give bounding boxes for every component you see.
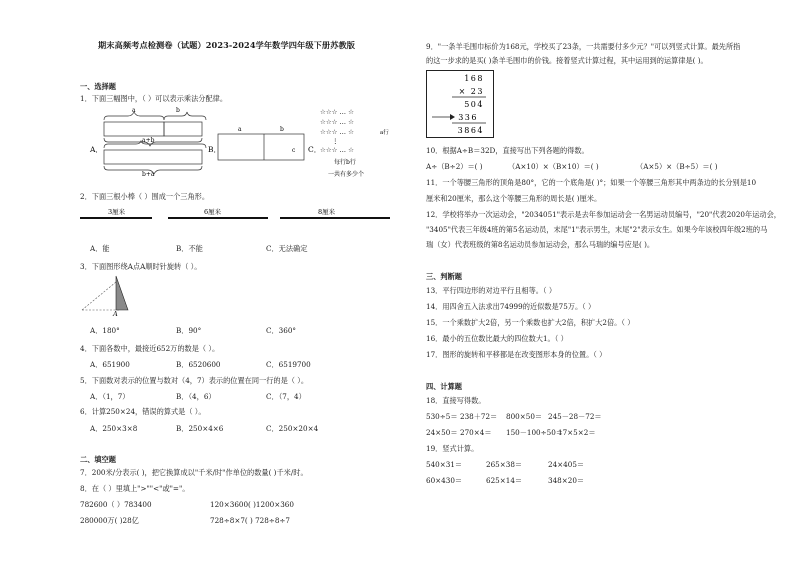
svg-text:一共有多少个: 一共有多少个 (328, 171, 365, 178)
q4-option-c: C．6519700 (266, 360, 311, 369)
svg-text:☆☆☆ … ☆: ☆☆☆ … ☆ (320, 108, 354, 116)
svg-text:a行: a行 (380, 130, 389, 136)
svg-text:每行b行: 每行b行 (334, 159, 356, 166)
question-11-line-2: 厘米和20厘米，那么这个等腰三角形的周长是( )厘米。 (426, 194, 602, 203)
question-1: 1．下面三幅图中，（ ）可以表示乘法分配律。 (80, 94, 228, 103)
question-14: 14．用四舍五入法求出74999的近似数是75万。（ ） (426, 302, 596, 311)
q2-option-b: B．不能 (176, 244, 203, 253)
q1-figure-c (320, 108, 389, 178)
question-11-line-1: 11．一个等腰三角形的顶角是80°，它的一个底角是( )°；如果一个等腰三角形其中两条边的长分别是10 (426, 178, 757, 187)
q1-figure-a (104, 107, 206, 178)
question-4: 4．下面各数中，最接近652万的数是（ ）。 (80, 344, 220, 353)
question-7: 7．200米/分表示( )，把它换算成以"千米/时"作单位的数量( )千米/时。 (80, 468, 308, 477)
svg-text:c: c (292, 147, 296, 154)
q2-option-a: A．能 (90, 244, 110, 253)
question-13: 13．平行四边形的对边平行且相等。（ ） (426, 286, 557, 295)
q1-option-c-label: C． (308, 145, 322, 154)
svg-text:a: a (132, 107, 136, 114)
svg-text:336: 336 (458, 113, 478, 122)
svg-text:A: A (113, 310, 118, 316)
svg-text:⋮: ⋮ (332, 137, 339, 145)
svg-text:3864: 3864 (457, 126, 484, 135)
svg-text:b: b (176, 107, 180, 114)
q6-option-b: B．250×4×6 (176, 424, 224, 433)
question-12-line-2: "3405"代表三年级4班的第5名运动员，末尾"1"表示男生，末尾"2"表示女生。如果今年该校四年级2班的马 (426, 225, 768, 234)
q6-option-c: C．250×20×4 (266, 424, 319, 433)
question-17: 17．图形的旋转和平移都是在改变图形本身的位置。（ ） (426, 350, 607, 359)
svg-text:6厘米: 6厘米 (204, 208, 222, 216)
question-16: 16．最小的五位数比最大的四位数大1。（ ） (426, 334, 568, 343)
svg-text:☆☆☆ … ☆: ☆☆☆ … ☆ (320, 118, 354, 126)
q5-option-b: B．（4，6） (176, 392, 216, 401)
section-fill: 二、填空题 (80, 455, 116, 464)
svg-text:b: b (280, 126, 284, 133)
svg-text:☆☆☆ … ☆: ☆☆☆ … ☆ (320, 128, 354, 136)
question-2: 2．下面三根小棒（ ）围成一个三角形。 (80, 192, 210, 201)
right-column: 9．"一条羊毛围巾标价为168元，学校买了23条，一共需要付多少元？"可以列竖式计算。最先所指 的这一步求的是买( )条羊毛围巾的价钱。接着竖式计算过程，其中运用到的运算律是( )。 168 × 23 504 336 3864 10．根据A÷B＝32D，直接写出下列各题的得数。 A÷（B÷2）＝( ) （A×10）×（B×10）＝( ) （A×5）×（B÷5）＝( ) 11．一个等腰三角形的顶角是80°，它的一个底角是( )°；如果一个等腰三角形其中两条边的长分别是10 厘米和20厘米，那么这个等腰三角形的周长是( )厘米。 12．学校将举办一次运动会，"2034051"表示是去年参加运动会一名男运动员编号，"20"代表2020年运动会， "3405"代表三年级4班的第5名运动员，末尾"1"表示男生，末尾"2"表示女生。如果今年该校四年级2班的马 瑞（女）代表班级的第8名运动员参加运动会，那么马瑞的编号应是( )。 三、判断题 13．平行四边形的对边平行且相等。（ ） 14．用四舍五入法求出74999的近似数是75万。（ ） 15．一个乘数扩大2倍，另一个乘数也扩大2倍，积扩大2倍。（ ） 16．最小的五位数比最大的四位数大1。（ ） 17．图形的旋转和平移都是在改变图形本身的位置。（ ） 四、计算题 18．直接写得数。 530÷5＝ 238＋72＝ 800×50＝ 245－28－72＝ 24×50＝ 270×4＝ 150－100÷50＝ 17×5×2＝ 19．竖式计算。 540×31＝ 265×38＝ 24×405＝ 60×430＝ 625×14＝ 348×20＝ (426, 42, 781, 485)
section-judge: 三、判断题 (426, 272, 462, 281)
q1-option-b-label: B． (208, 145, 222, 154)
question-8: 8．在（ ）里填上">""<"或"="。 (80, 484, 190, 493)
q1-figures (80, 106, 398, 186)
question-15: 15．一个乘数扩大2倍，另一个乘数也扩大2倍，积扩大2倍。（ ） (426, 318, 635, 327)
question-10: 10．根据A÷B＝32D，直接写出下列各题的得数。 (426, 146, 589, 155)
q1-option-a-label: A． (90, 145, 103, 154)
question-12-line-3: 瑞（女）代表班级的第8名运动员参加运动会，那么马瑞的编号应是( )。 (426, 240, 655, 249)
q3-option-b: B．90° (176, 326, 202, 335)
q2-sticks (80, 204, 398, 224)
q4-option-b: B．6520600 (176, 360, 221, 369)
q1-figure-b (218, 126, 304, 160)
question-9-line-1: 9．"一条羊毛围巾标价为168元，学校买了23条，一共需要付多少元？"可以列竖式计算。最先所指 (426, 42, 741, 51)
svg-text:a: a (238, 126, 242, 133)
question-18: 18．直接写得数。 (426, 396, 486, 405)
question-9-line-2: 的这一步求的是买( )条羊毛围巾的价钱。接着竖式计算过程，其中运用到的运算律是( )。 (426, 56, 708, 65)
svg-text:a+b: a+b (142, 137, 155, 144)
left-column: 期末高频考点检测卷（试题）2023-2024学年数学四年级下册苏教版 一、选择题 1．下面三幅图中，（ ）可以表示乘法分配律。 A． a b a+b b+a B． a b c C． ☆☆☆ … ☆ ☆☆☆ … ☆ ☆☆☆ … ☆ ⋮ ☆☆☆ … ☆ a行 每行b行 一共有多少个 2．下面三根小棒（ ）围成一个三角形。 3厘米 6厘米 8厘米 A．能 B．不能 C．无法确定 3．下面图形绕A点A顺时针旋转（ ）。 A A．180° B．90° C．360° 4．下面各数中，最接近652万的数是（ ）。 A．651900 B．6520600 C．6519700 5．下面数对表示的位置与数对（4，7）表示的位置在同一行的是（ ）。 A．（1，7） B．（4，6） C．（7，4） 6．计算250×24，错误的算式是（ ）。 A．250×3×8 B．250×4×6 C．250×20×4 二、填空题 7．200米/分表示( )，把它换算成以"千米/时"作单位的数量( )千米/时。 8．在（ ）里填上">""<"或"="。 782600（ ）783400 120×3600( )1200×360 280000万( )28亿 728÷8×7( ) 728÷8÷7 (80, 0, 398, 562)
q3-figure (80, 272, 200, 316)
question-3: 3．下面图形绕A点A顺时针旋转（ ）。 (80, 262, 202, 271)
q5-option-a: A．（1，7） (90, 392, 130, 401)
svg-text:8厘米: 8厘米 (318, 208, 336, 216)
svg-text:504: 504 (464, 100, 484, 109)
q2-option-c: C．无法确定 (266, 244, 308, 253)
question-19: 19．竖式计算。 (426, 444, 479, 453)
section-compute: 四、计算题 (426, 382, 462, 391)
q3-option-c: C．360° (266, 326, 296, 335)
svg-text:b+a: b+a (142, 171, 155, 178)
question-6: 6．计算250×24，错误的算式是（ ）。 (80, 407, 206, 416)
exam-title: 期末高频考点检测卷（试题）2023-2024学年数学四年级下册苏教版 (98, 40, 356, 50)
svg-text:× 23: × 23 (458, 87, 484, 96)
svg-text:3厘米: 3厘米 (108, 208, 126, 216)
svg-text:☆☆☆ … ☆: ☆☆☆ … ☆ (320, 146, 354, 154)
question-5: 5．下面数对表示的位置与数对（4，7）表示的位置在同一行的是（ ）。 (80, 376, 309, 385)
section-choice: 一、选择题 (80, 82, 116, 91)
q4-option-a: A．651900 (90, 360, 130, 369)
q5-option-c: C．（7，4） (266, 392, 306, 401)
q9-calc (426, 70, 496, 138)
q3-option-a: A．180° (90, 326, 120, 335)
question-12-line-1: 12．学校将举办一次运动会，"2034051"表示是去年参加运动会一名男运动员编号，"20"代表2020年运动会， (426, 210, 781, 219)
svg-text:168: 168 (464, 74, 484, 83)
q6-option-a: A．250×3×8 (90, 424, 138, 433)
